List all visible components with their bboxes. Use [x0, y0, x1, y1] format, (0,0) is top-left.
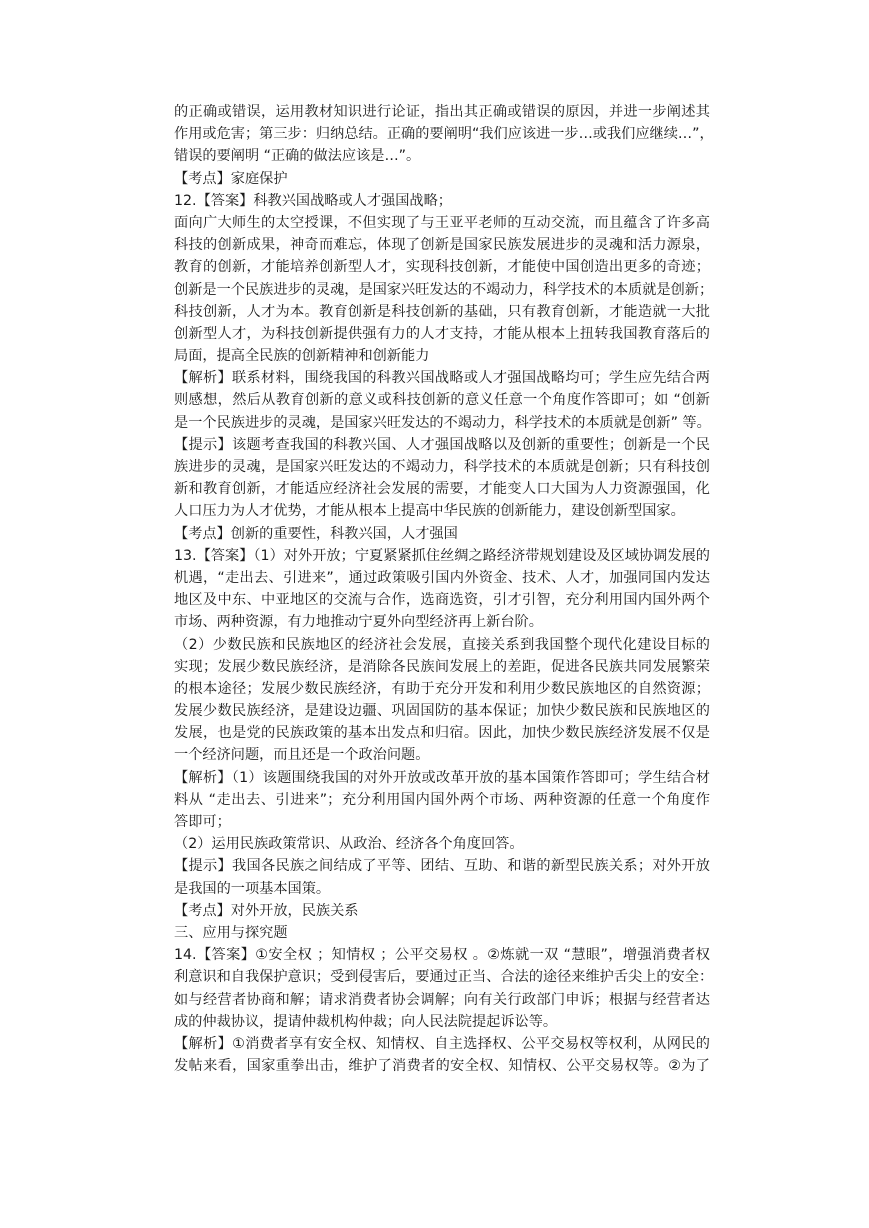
text-line: 【解析】（1）该题围绕我国的对外开放或改革开放的基本国策作答即可；学生结合材 — [174, 769, 710, 786]
text-line: （2）运用民族政策常识、从政治、经济各个角度回答。 — [174, 836, 524, 853]
text-line: 市场、两种资源，有力地推动宁夏外向型经济再上新台阶。 — [174, 614, 543, 631]
text-line: 创新型人才，为科技创新提供强有力的人才支持，才能从根本上扭转我国教育落后的 — [174, 325, 710, 342]
text-line: 一个经济问题，而且还是一个政治问题。 — [174, 747, 430, 764]
text-line: 成的仲裁协议，提请仲裁机构仲裁；向人民法院提起诉讼等。 — [174, 1013, 558, 1030]
text-line: 科技的创新成果，神奇而难忘，体现了创新是国家民族发展进步的灵魂和活力源泉， — [174, 237, 710, 254]
text-line: 【考点】创新的重要性，科教兴国，人才强国 — [174, 525, 458, 542]
text-line: 如与经营者协商和解；请求消费者协会调解；向有关行政部门申诉；根据与经营者达 — [174, 991, 710, 1008]
text-line: 12.【答案】科教兴国战略或人才强国战略； — [174, 192, 452, 209]
text-line: 面向广大师生的太空授课，不但实现了与王亚平老师的互动交流，而且蕴含了许多高 — [174, 214, 710, 231]
text-line: 利意识和自我保护意识；受到侵害后，要通过正当、合法的途径来维护舌尖上的安全： — [174, 969, 714, 986]
text-line: 是一个民族进步的灵魂，是国家兴旺发达的不竭动力，科学技术的本质就是创新” 等。 — [174, 414, 711, 431]
text-line: 实现；发展少数民族经济，是消除各民族间发展上的差距，促进各民族共同发展繁荣 — [174, 658, 710, 675]
text-line: 【解析】联系材料，围绕我国的科教兴国战略或人才强国战略均可；学生应先结合两 — [174, 370, 710, 387]
text-line: 的根本途径；发展少数民族经济，有助于充分开发和利用少数民族地区的自然资源； — [174, 680, 710, 697]
text-line: 答即可； — [174, 814, 231, 830]
text-line: 料从 “走出去、引进来”；充分利用国内国外两个市场、两种资源的任意一个角度作 — [174, 791, 710, 808]
text-line: 是我国的一项基本国策。 — [174, 880, 331, 897]
text-line: 的正确或错误，运用教材知识进行论证，指出其正确或错误的原因，并进一步阐述其 — [174, 104, 710, 120]
text-line: （2）少数民族和民族地区的经济社会发展，直接关系到我国整个现代化建设目标的 — [174, 636, 710, 653]
text-line: 【考点】家庭保护 — [174, 170, 288, 187]
text-line: 科技创新，人才为本。教育创新是科技创新的基础，只有教育创新，才能造就一大批 — [174, 303, 710, 320]
text-line: 发展，也是党的民族政策的基本出发点和归宿。因此，加快少数民族经济发展不仅是 — [174, 725, 710, 742]
text-line: 错误的要阐明 “正确的做法应该是…”。 — [174, 148, 421, 165]
text-line: 发帖来看，国家重拳出击，维护了消费者的安全权、知情权、公平交易权等。②为了 — [174, 1058, 710, 1075]
text-line: 【考点】对外开放，民族关系 — [174, 902, 359, 919]
text-line: 创新是一个民族进步的灵魂，是国家兴旺发达的不竭动力，科学技术的本质就是创新； — [174, 281, 714, 298]
text-line: 三、应用与探究题 — [174, 924, 288, 941]
text-line: 地区及中东、中亚地区的交流与合作，选商选资，引才引智，充分利用国内国外两个 — [174, 592, 710, 609]
text-line: 【解析】①消费者享有安全权、知情权、自主选择权、公平交易权等权利，从网民的 — [174, 1035, 710, 1052]
text-line: 局面，提高全民族的创新精神和创新能力 — [174, 348, 430, 365]
text-line: 【提示】我国各民族之间结成了平等、团结、互助、和谐的新型民族关系；对外开放 — [174, 858, 710, 875]
text-line: 13.【答案】（1）对外开放；宁夏紧紧抓住丝绸之路经济带规划建设及区域协调发展的 — [174, 547, 710, 564]
text-line: 发展少数民族经济，是建设边疆、巩固国防的基本保证；加快少数民族和民族地区的 — [174, 703, 710, 720]
text-line: 机遇，“走出去、引进来”，通过政策吸引国内外资金、技术、人才，加强同国内发达 — [174, 569, 710, 586]
text-line: 新和教育创新，才能适应经济社会发展的需要，才能变人口大国为人力资源强国，化 — [174, 481, 710, 498]
text-line: 教育的创新，才能培养创新型人才，实现科技创新，才能使中国创造出更多的奇迹； — [174, 259, 710, 276]
text-line: 人口压力为人才优势，才能从根本上提高中华民族的创新能力，建设创新型国家。 — [174, 503, 685, 520]
text-line: 族进步的灵魂，是国家兴旺发达的不竭动力，科学技术的本质就是创新；只有科技创 — [174, 459, 710, 475]
text-line: 作用或危害；第三步：归纳总结。正确的要阐明“我们应该进一步…或我们应继续…”， — [174, 126, 714, 143]
text-line: 14.【答案】①安全权 ；知情权 ；公平交易权 。②炼就一双 “慧眼”，增强消费者权 — [174, 947, 710, 964]
document-page — [174, 101, 714, 1077]
text-line: 【提示】该题考查我国的科教兴国、人才强国战略以及创新的重要性；创新是一个民 — [174, 436, 710, 453]
text-line: 则感想，然后从教育创新的意义或科技创新的意义任意一个角度作答即可；如 “创新 — [174, 392, 710, 409]
